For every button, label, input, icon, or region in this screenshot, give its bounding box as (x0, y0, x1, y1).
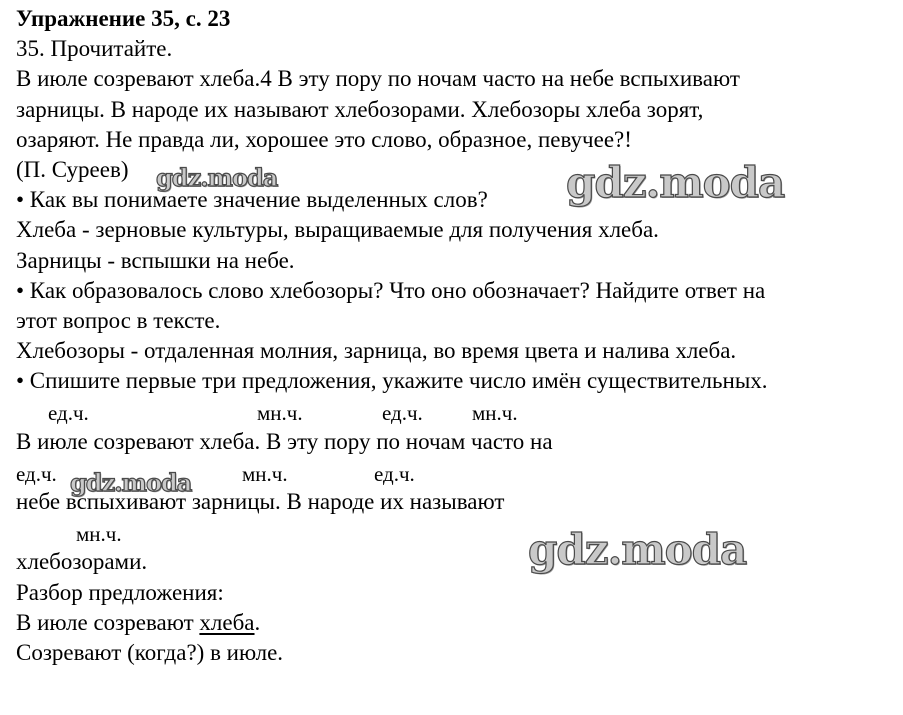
parse-line-2: Созревают (когда?) в июле. (16, 639, 284, 665)
parse-heading: Разбор предложения: (16, 579, 224, 605)
answer-line-1: Хлеба - зерновые культуры, выращиваемые для получения хлеба. (16, 217, 659, 243)
question-2-line-1: • Как образовалось слово хлебозоры? Что оно обозначает? Найдите ответ на (16, 277, 766, 303)
task-heading: 35. Прочитайте. (16, 36, 173, 62)
answer-line-2: Зарницы - вспышки на небе. (16, 247, 295, 273)
watermark-logo: gdz.moda (528, 525, 747, 574)
annotation-label: ед.ч. (382, 401, 423, 426)
number-annotations-row-1 (16, 396, 896, 426)
annotation-label: мн.ч. (257, 401, 303, 426)
answer-line-3: Хлебозоры - отдаленная молния, зарница, во время цвета и налива хлеба. (16, 338, 737, 364)
sentence-line-1: В июле созревают хлеба. В эту пору по ночам часто на (16, 428, 553, 454)
annotation-label: мн.ч. (472, 401, 518, 426)
watermark-logo: gdz.moda (566, 158, 785, 207)
subject-word: хлеба (199, 609, 255, 635)
exercise-title: Упражнение 35, с. 23 (16, 6, 231, 31)
watermark-logo: gdz.moda (70, 468, 192, 497)
author-line: (П. Суреев) (16, 156, 129, 182)
sentence-line-2: небе вспыхивают зарницы. В народе их называют (16, 489, 505, 514)
question-3: • Спишите первые три предложения, укажите число имён существительных. (16, 368, 768, 394)
annotation-label: мн.ч. (76, 522, 122, 547)
text-line-1: В июле созревают хлеба.4 В эту пору по ночам часто на небе вспыхивают (16, 66, 740, 92)
text-line-3: озаряют. Не правда ли, хорошее это слово, образное, певучее?! (16, 126, 632, 152)
annotation-label: мн.ч. (242, 461, 288, 486)
annotation-label: ед.ч. (48, 401, 89, 426)
parse-text: В июле созревают (16, 609, 200, 635)
question-2-line-2: этот вопрос в тексте. (16, 307, 221, 333)
sentence-line-3: хлебозорами. (16, 549, 148, 575)
parse-line-1 (16, 608, 896, 638)
question-1: • Как вы понимаете значение выделенных слов? (16, 187, 488, 213)
number-annotations-row-3 (16, 517, 896, 547)
parse-text-end: . (254, 609, 261, 635)
annotation-label: ед.ч. (16, 461, 57, 486)
annotation-label: ед.ч. (374, 461, 415, 486)
watermark-logo: gdz.moda (156, 163, 278, 192)
exercise-page (16, 4, 896, 668)
text-line-2: зарницы. В народе их называют хлебозорами. Хлебозоры хлеба зорят, (16, 96, 704, 122)
